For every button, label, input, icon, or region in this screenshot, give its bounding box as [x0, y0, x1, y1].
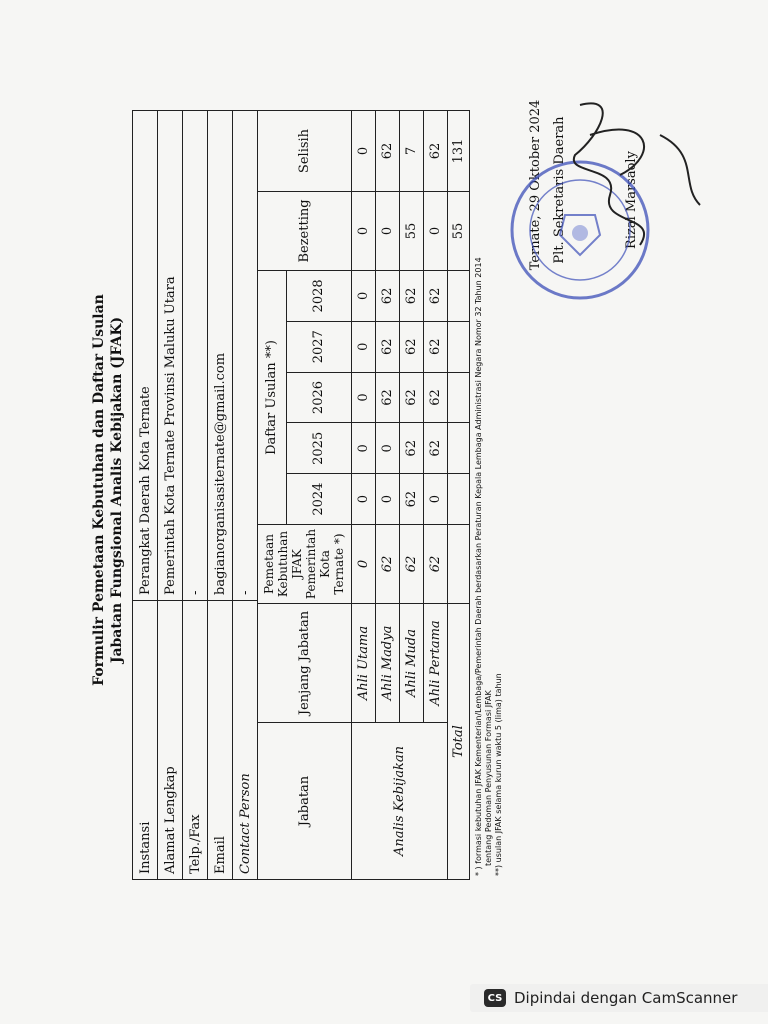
footnote: * ) formasi kebutuhan JFAK Kementerian/Lembaga/Pemerintah Daerah berdasarkan Peraturan Kepala Lembaga Administrasi Negara Nomor 32 Tahun 2014	[473, 257, 483, 876]
info-value: -	[233, 111, 258, 601]
info-label: Email	[208, 601, 233, 880]
total-bezetting: 55	[447, 192, 469, 271]
header-jabatan: Jabatan	[257, 723, 351, 880]
header-row	[257, 111, 286, 880]
info-label: Telp./Fax	[183, 601, 208, 880]
year-cell: 62	[399, 321, 423, 372]
camscanner-badge	[470, 984, 768, 1012]
footnote: **) usulan JFAK selama kurun waktu 5 (lima) tahun	[493, 673, 503, 876]
header-year: 2026	[286, 372, 351, 423]
footnotes	[474, 50, 504, 876]
info-row	[158, 111, 183, 880]
info-label: Instansi	[133, 601, 158, 880]
footnote: tentang Pedoman Penyusunan Formasi JFAK	[483, 690, 493, 866]
year-cell: 0	[351, 423, 375, 474]
selisih-cell: 7	[399, 111, 423, 192]
handwritten-signature	[560, 95, 710, 265]
year-cell: 62	[399, 372, 423, 423]
empty-cell	[447, 423, 469, 474]
total-label: Total	[447, 604, 469, 880]
selisih-cell: 62	[375, 111, 399, 192]
jfak-table	[257, 110, 470, 880]
header-year: 2024	[286, 474, 351, 525]
info-value: Perangkat Daerah Kota Ternate	[133, 111, 158, 601]
header-jenjang: Jenjang Jabatan	[257, 604, 351, 723]
header-selisih: Selisih	[257, 111, 351, 192]
year-cell: 0	[375, 474, 399, 525]
signature-name: Rizal Marsaoly	[624, 151, 639, 249]
camscanner-logo-icon: CS	[484, 989, 506, 1007]
year-cell: 62	[423, 372, 447, 423]
info-label: Contact Person	[233, 601, 258, 880]
year-cell: 0	[423, 474, 447, 525]
empty-cell	[447, 474, 469, 525]
form-title-block	[90, 50, 126, 930]
total-row	[447, 111, 469, 880]
header-bezetting: Bezetting	[257, 192, 351, 271]
jenjang-cell: Ahli Pertama	[423, 604, 447, 723]
empty-cell	[447, 321, 469, 372]
year-cell: 0	[351, 271, 375, 322]
bezetting-cell: 55	[399, 192, 423, 271]
empty-cell	[447, 271, 469, 322]
year-cell: 0	[351, 474, 375, 525]
year-cell: 62	[375, 271, 399, 322]
selisih-cell: 0	[351, 111, 375, 192]
jabatan-cell: Analis Kebijakan	[351, 723, 447, 880]
empty-cell	[447, 525, 469, 604]
year-cell: 62	[423, 423, 447, 474]
info-row	[133, 111, 158, 880]
info-row	[208, 111, 233, 880]
empty-cell	[447, 372, 469, 423]
signature-date: Ternate, 29 Oktober 2024	[528, 99, 543, 271]
signature-position: Plt. Sekretaris Daerah	[552, 116, 567, 264]
pemetaan-cell: 62	[399, 525, 423, 604]
info-row	[183, 111, 208, 880]
year-cell: 0	[375, 423, 399, 474]
table-row	[351, 111, 375, 880]
jenjang-cell: Ahli Madya	[375, 604, 399, 723]
year-cell: 62	[375, 372, 399, 423]
rotated-form	[90, 50, 560, 930]
bezetting-cell: 0	[375, 192, 399, 271]
pemetaan-cell: 62	[423, 525, 447, 604]
selisih-cell: 62	[423, 111, 447, 192]
header-year: 2027	[286, 321, 351, 372]
info-value: bagianorganisasiternate@gmail.com	[208, 111, 233, 601]
year-cell: 62	[399, 423, 423, 474]
pemetaan-cell: 62	[375, 525, 399, 604]
year-cell: 62	[423, 271, 447, 322]
year-cell: 0	[351, 321, 375, 372]
header-daftar-usulan: Daftar Usulan **)	[257, 271, 286, 525]
info-value: -	[183, 111, 208, 601]
info-row	[233, 111, 258, 880]
info-table	[132, 110, 258, 880]
bezetting-cell: 0	[351, 192, 375, 271]
form-title: Formulir Pemetaan Kebutuhan dan Daftar Usulan	[91, 294, 107, 686]
bezetting-cell: 0	[423, 192, 447, 271]
jenjang-cell: Ahli Utama	[351, 604, 375, 723]
header-pemetaan: Pemetaan Kebutuhan JFAK Pemerintah Kota Ternate *)	[257, 525, 351, 604]
year-cell: 0	[351, 372, 375, 423]
year-cell: 62	[399, 271, 423, 322]
camscanner-text: Dipindai dengan CamScanner	[514, 989, 738, 1007]
header-year: 2025	[286, 423, 351, 474]
year-cell: 62	[423, 321, 447, 372]
year-cell: 62	[375, 321, 399, 372]
pemetaan-cell: 0	[351, 525, 375, 604]
header-year: 2028	[286, 271, 351, 322]
jenjang-cell: Ahli Muda	[399, 604, 423, 723]
year-cell: 62	[399, 474, 423, 525]
info-value: Pemerintah Kota Ternate Provinsi Maluku Utara	[158, 111, 183, 601]
form-subtitle: Jabatan Fungsional Analis Kebijakan (JFAK)	[109, 316, 125, 664]
total-selisih: 131	[447, 111, 469, 192]
info-label: Alamat Lengkap	[158, 601, 183, 880]
